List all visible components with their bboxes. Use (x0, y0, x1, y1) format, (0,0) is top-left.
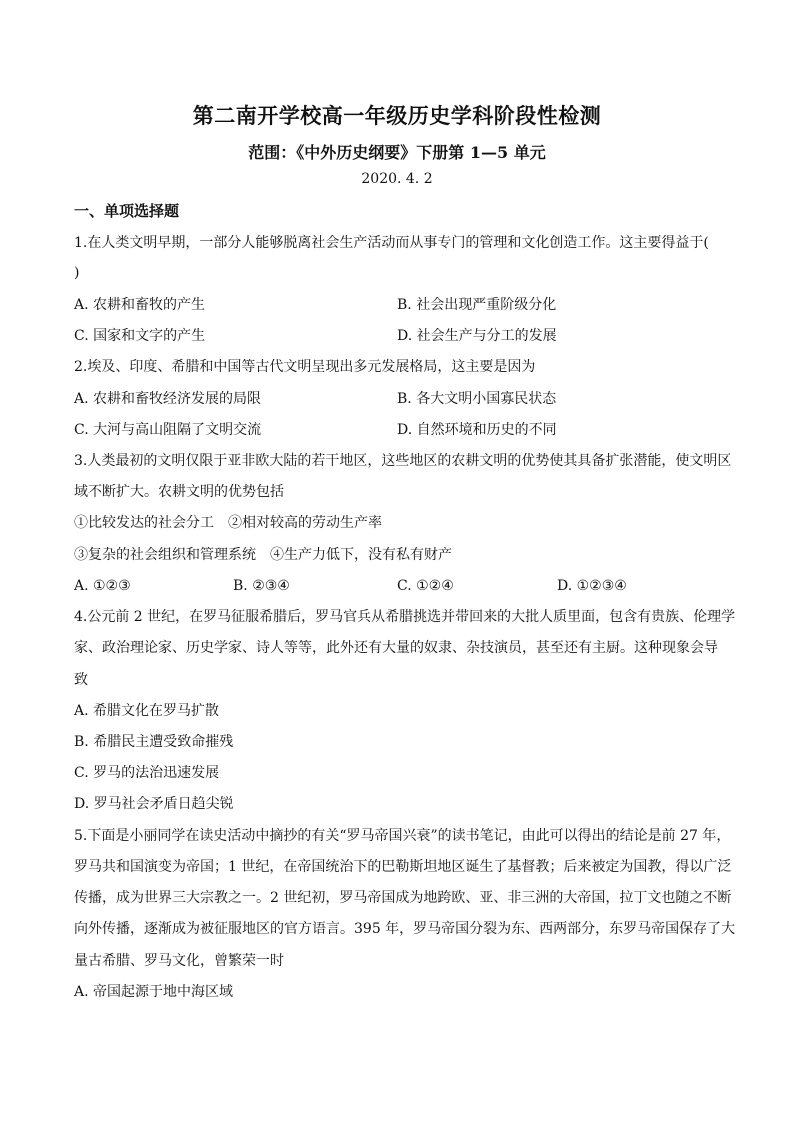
q4-stem-line2: 家、政治理论家、历史学家、诗人等等，此外还有大量的奴隶、杂技演员，甚至还有主厨。这种现象会导 (74, 640, 718, 656)
q4-option-a: A. 希腊文化在罗马扩散 (74, 703, 220, 719)
q3-items-line1: ①比较发达的社会分工 ②相对较高的劳动生产率 (74, 515, 382, 531)
q1-option-c: C. 国家和文字的产生 (74, 328, 206, 344)
q1-stem-line2: ) (74, 265, 80, 281)
q3-option-b: B. ②③④ (233, 578, 290, 594)
q4-stem-line1: 4.公元前 2 世纪，在罗马征服希腊后，罗马官兵从希腊挑选并带回来的大批人质里面，包含有贵族、伦理学 (74, 609, 736, 625)
q3-option-a: A. ①②③ (74, 578, 131, 594)
q5-option-a: A. 帝国起源于地中海区域 (74, 984, 234, 1000)
q2-option-a: A. 农耕和畜牧经济发展的局限 (74, 391, 262, 407)
q5-stem-line4: 向外传播，逐渐成为被征服地区的官方语言。395 年，罗马帝国分裂为东、西两部分，东罗马帝国保存了大 (74, 921, 736, 937)
q3-items-line2: ③复杂的社会组织和管理系统 ④生产力低下，没有私有财产 (74, 547, 452, 563)
q1-option-d: D. 社会生产与分工的发展 (397, 328, 557, 344)
q5-stem-line1: 5.下面是小丽同学在读史活动中摘抄的有关“罗马帝国兴衰”的读书笔记，由此可以得出的结论是前 27 年， (74, 828, 731, 844)
q3-option-c: C. ①②④ (397, 578, 454, 594)
q5-stem-line3: 传播，成为世界三大宗教之一。2 世纪初，罗马帝国成为地跨欧、亚、非三洲的大帝国，拉丁文也随之不断 (74, 890, 732, 906)
q4-option-d: D. 罗马社会矛盾日趋尖锐 (74, 796, 234, 812)
q3-stem-line2: 域不断扩大。农耕文明的优势包括 (74, 484, 284, 500)
q4-option-b: B. 希腊民主遭受致命摧残 (74, 734, 234, 750)
q2-option-d: D. 自然环境和历史的不同 (397, 422, 557, 438)
q2-option-b: B. 各大文明小国寡民状态 (397, 391, 557, 407)
q1-option-a: A. 农耕和畜牧的产生 (74, 297, 206, 313)
exam-title: 第二南开学校高一年级历史学科阶段性检测 (192, 103, 602, 128)
q3-stem-line1: 3.人类最初的文明仅限于亚非欧大陆的若干地区，这些地区的农耕文明的优势使其具备扩张潜能，使文明区 (74, 453, 732, 469)
q4-stem-line3: 致 (74, 672, 88, 688)
section-heading: 一、单项选择题 (74, 202, 180, 220)
q1-option-b: B. 社会出现严重阶级分化 (397, 297, 557, 313)
q5-stem-line5: 量古希腊、罗马文化，曾繁荣一时 (74, 953, 284, 969)
q4-option-c: C. 罗马的法治迅速发展 (74, 765, 220, 781)
q5-stem-line2: 罗马共和国演变为帝国；1 世纪，在帝国统治下的巴勒斯坦地区诞生了基督教；后来被定为国教，得以广泛 (74, 859, 732, 875)
q2-option-c: C. 大河与高山阻隔了文明交流 (74, 422, 262, 438)
q1-stem-line1: 1.在人类文明早期，一部分人能够脱离社会生产活动而从事专门的管理和文化创造工作。这主要得益于( (74, 235, 709, 251)
q3-option-d: D. ①②③④ (557, 578, 627, 594)
q2-stem: 2.埃及、印度、希腊和中国等古代文明呈现出多元发展格局，这主要是因为 (74, 359, 536, 375)
exam-scope: 范围：《中外历史纲要》下册第 1—5 单元 (248, 143, 546, 162)
exam-date: 2020. 4. 2 (361, 171, 433, 187)
